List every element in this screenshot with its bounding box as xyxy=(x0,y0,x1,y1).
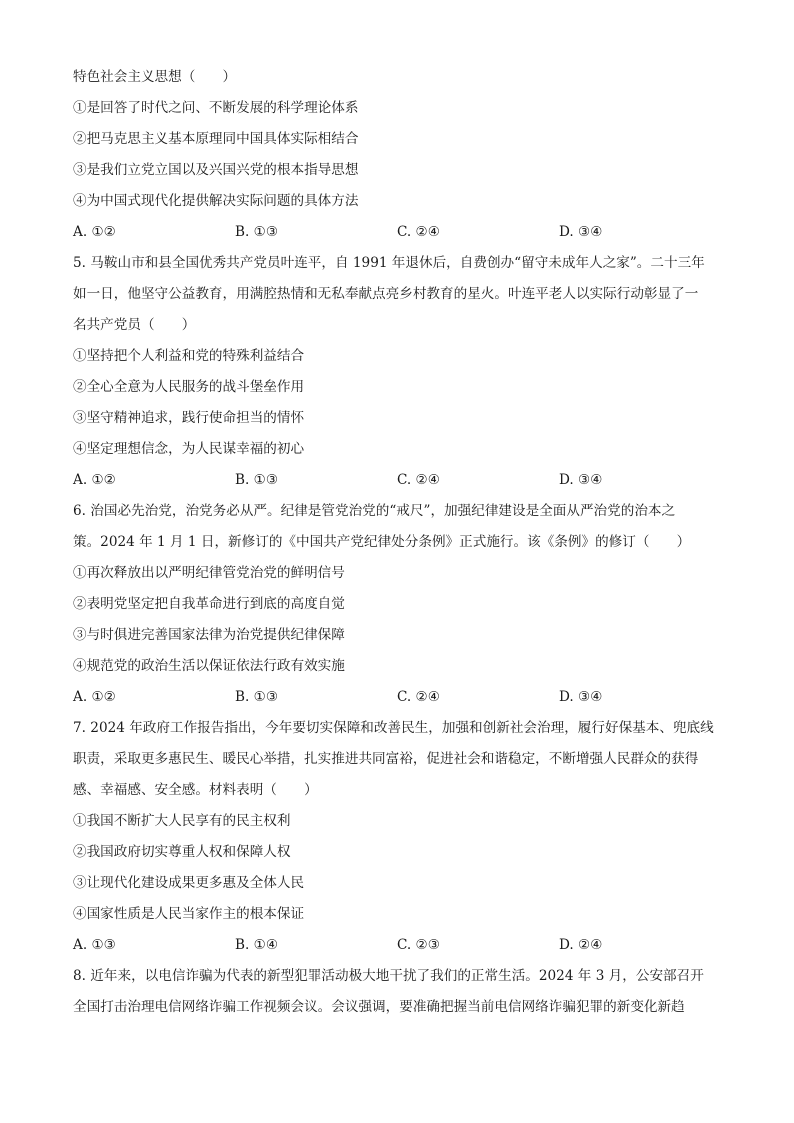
question-6 xyxy=(73,496,723,713)
option-c: C. ②④ xyxy=(397,472,440,488)
question-stem-line: 特色社会主义思想（ ） xyxy=(73,69,237,85)
choice-item-3: ③是我们立党立国以及兴国兴党的根本指导思想 xyxy=(73,162,359,178)
option-a: A. ①③ xyxy=(73,937,116,953)
option-a: A. ①② xyxy=(73,472,116,488)
question-4 xyxy=(73,62,723,248)
option-c: C. ②③ xyxy=(397,937,440,953)
option-b: B. ①④ xyxy=(235,937,279,953)
option-b: B. ①③ xyxy=(235,472,279,488)
option-b: B. ①③ xyxy=(235,689,279,705)
answer-options xyxy=(73,465,723,496)
choice-item-3: ③与时俱进完善国家法律为治党提供纪律保障 xyxy=(73,627,345,643)
question-stem-line: 感、幸福感、安全感。材料表明（ ） xyxy=(73,782,318,798)
answer-options xyxy=(73,930,723,961)
question-stem-line: 策。2024 年 1 月 1 日，新修订的《中国共产党纪律处分条例》正式施行。该《条例》的修订（ ） xyxy=(73,534,691,550)
question-8 xyxy=(73,961,723,1023)
choice-item-1: ①我国不断扩大人民享有的民主权利 xyxy=(73,813,291,829)
choice-item-2: ②把马克思主义基本原理同中国具体实际相结合 xyxy=(73,131,359,147)
option-d: D. ③④ xyxy=(559,472,603,488)
choice-item-3: ③坚守精神追求，践行使命担当的情怀 xyxy=(73,410,305,426)
question-stem-line: 名共产党员（ ） xyxy=(73,317,196,333)
question-stem-line: 7. 2024 年政府工作报告指出，今年要切实保障和改善民生，加强和创新社会治理，履行好保基本、兜底线 xyxy=(73,720,714,736)
choice-item-2: ②表明党坚定把自我革命进行到底的高度自觉 xyxy=(73,596,345,612)
choice-item-4: ④国家性质是人民当家作主的根本保证 xyxy=(73,906,305,922)
question-7 xyxy=(73,713,723,961)
question-stem-line: 5. 马鞍山市和县全国优秀共产党员叶连平，自 1991 年退休后，自费创办“留守未成年人之家”。二十三年 xyxy=(73,255,705,271)
answer-options xyxy=(73,682,723,713)
question-stem-line: 8. 近年来，以电信诈骗为代表的新型犯罪活动极大地干扰了我们的正常生活。2024 年 3 月，公安部召开 xyxy=(73,968,704,984)
choice-item-4: ④规范党的政治生活以保证依法行政有效实施 xyxy=(73,658,345,674)
option-b: B. ①③ xyxy=(235,224,279,240)
choice-item-2: ②我国政府切实尊重人权和保障人权 xyxy=(73,844,291,860)
question-stem-line: 如一日，他坚守公益教育，用满腔热情和无私奉献点亮乡村教育的星火。叶连平老人以实际行动彰显了一 xyxy=(73,286,699,302)
option-d: D. ②④ xyxy=(559,937,603,953)
question-stem-line: 职责，采取更多惠民生、暖民心举措，扎实推进共同富裕，促进社会和谐稳定，不断增强人民群众的获得 xyxy=(73,751,699,767)
choice-item-2: ②全心全意为人民服务的战斗堡垒作用 xyxy=(73,379,305,395)
option-d: D. ③④ xyxy=(559,689,603,705)
question-5 xyxy=(73,248,723,496)
choice-item-1: ①是回答了时代之问、不断发展的科学理论体系 xyxy=(73,100,359,116)
option-a: A. ①② xyxy=(73,224,116,240)
option-c: C. ②④ xyxy=(397,689,440,705)
question-stem-line: 6. 治国必先治党，治党务必从严。纪律是管党治党的“戒尺”，加强纪律建设是全面从严治党的治本之 xyxy=(73,503,676,519)
option-c: C. ②④ xyxy=(397,224,440,240)
choice-item-4: ④坚定理想信念，为人民谋幸福的初心 xyxy=(73,441,305,457)
choice-item-4: ④为中国式现代化提供解决实际问题的具体方法 xyxy=(73,193,359,209)
question-stem-line: 全国打击治理电信网络诈骗工作视频会议。会议强调，要准确把握当前电信网络诈骗犯罪的新变化新趋 xyxy=(73,999,685,1015)
choice-item-3: ③让现代化建设成果更多惠及全体人民 xyxy=(73,875,305,891)
option-a: A. ①② xyxy=(73,689,116,705)
choice-item-1: ①再次释放出以严明纪律管党治党的鲜明信号 xyxy=(73,565,345,581)
answer-options xyxy=(73,217,723,248)
choice-item-1: ①坚持把个人利益和党的特殊利益结合 xyxy=(73,348,305,364)
option-d: D. ③④ xyxy=(559,224,603,240)
exam-page xyxy=(73,62,723,1023)
